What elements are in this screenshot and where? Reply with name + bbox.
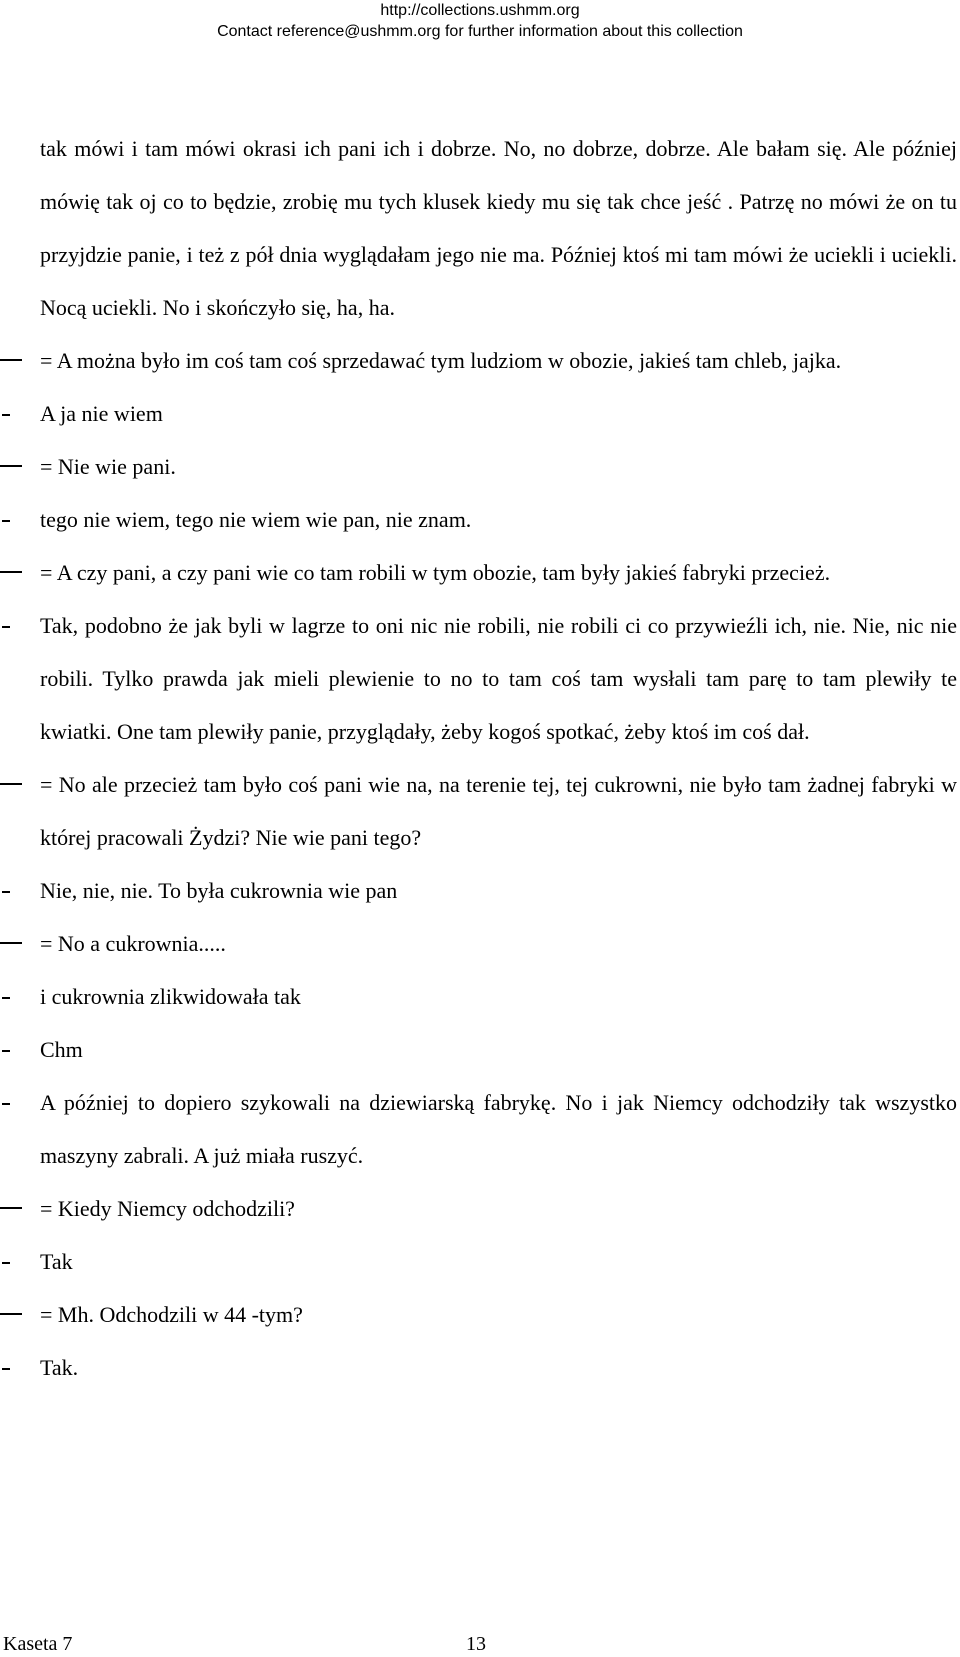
header-contact: Contact reference@ushmm.org for further information about this collection: [217, 23, 743, 40]
interviewer-question: [0, 917, 960, 970]
answer-text: tego nie wiem, tego nie wiem wie pan, nie znam.: [40, 507, 472, 532]
respondent-answer: [0, 1341, 960, 1394]
answer-text: A później to dopiero szykowali na dziewiarską fabrykę. No i jak Niemcy odchodziły tak wszystko maszyny zabrali. A już miała ruszyć.: [40, 1090, 957, 1168]
question-text: = No ale przecież tam było coś pani wie na, na terenie tej, tej cukrowni, nie było tam żadnej fabryki w której pracowali Żydzi? Nie wie pani tego?: [40, 772, 957, 850]
question-text: = Mh. Odchodzili w 44 -tym?: [40, 1302, 303, 1327]
answer-text: i cukrownia zlikwidowała tak: [40, 984, 301, 1009]
interviewer-question: [0, 334, 960, 387]
respondent-answer: [0, 387, 960, 440]
page-number: 13: [466, 1633, 486, 1655]
dash-marker: [0, 917, 34, 970]
answer-text: Tak: [40, 1249, 73, 1274]
question-text: = A można było im coś tam coś sprzedawać tym ludziom w obozie, jakieś tam chleb, jajka.: [40, 348, 842, 373]
hyphen-marker: [0, 1023, 34, 1076]
hyphen-marker: [0, 387, 34, 440]
dash-marker: [0, 1288, 34, 1341]
respondent-answer: [0, 864, 960, 917]
hyphen-marker: [0, 1235, 34, 1288]
interviewer-question: [0, 546, 960, 599]
dash-marker: [0, 1182, 34, 1235]
answer-text: Tak.: [40, 1355, 79, 1380]
answer-text: Nie, nie, nie. To była cukrownia wie pan: [40, 878, 398, 903]
interviewer-question: [0, 1182, 960, 1235]
tape-label: Kaseta 7: [3, 1633, 73, 1655]
question-text: = A czy pani, a czy pani wie co tam robili w tym obozie, tam były jakieś fabryki przecież.: [40, 560, 831, 585]
question-text: = Kiedy Niemcy odchodzili?: [40, 1196, 295, 1221]
interviewer-question: [0, 1288, 960, 1341]
hyphen-marker: [0, 970, 34, 1023]
answer-text: Tak, podobno że jak byli w lagrze to oni nic nie robili, nie robili ci co przywieźli ich, nie. Nie, nic nie robili. Tylko prawda jak mieli plewienie to no to tam coś tam wysłali tam parę to tam plewiły te kwiatki. One tam plewiły panie, przyglądały, żeby kogoś spotkać, żeby ktoś im coś dał.: [40, 613, 957, 744]
question-text: = No a cukrownia.....: [40, 931, 226, 956]
respondent-answer: [0, 1235, 960, 1288]
respondent-answer: [0, 1023, 960, 1076]
hyphen-marker: [0, 864, 34, 917]
respondent-answer: [0, 1076, 960, 1182]
respondent-answer: [0, 970, 960, 1023]
page-footer: [0, 1632, 960, 1657]
dash-marker: [0, 546, 34, 599]
transcript-body: [0, 122, 960, 1394]
hyphen-marker: [0, 599, 34, 652]
page-header: [0, 0, 960, 42]
answer-text: Chm: [40, 1037, 83, 1062]
header-url: http://collections.ushmm.org: [380, 2, 580, 19]
hyphen-marker: [0, 1341, 34, 1394]
dash-marker: [0, 440, 34, 493]
hyphen-marker: [0, 1076, 34, 1129]
interviewer-question: [0, 758, 960, 864]
hyphen-marker: [0, 493, 34, 546]
transcript-paragraph: [0, 122, 960, 334]
interviewer-question: [0, 440, 960, 493]
answer-text: A ja nie wiem: [40, 401, 163, 426]
dash-marker: [0, 758, 34, 811]
respondent-answer: [0, 599, 960, 758]
question-text: = Nie wie pani.: [40, 454, 176, 479]
dash-marker: [0, 334, 34, 387]
paragraph-text: tak mówi i tam mówi okrasi ich pani ich i dobrze. No, no dobrze, dobrze. Ale bałam się. Ale później mówię tak oj co to będzie, zrobię mu tych klusek kiedy mu się tak chce jeść . Patrzę no mówi że on tu przyjdzie panie, i też z pół dnia wyglądałam jego nie ma. Później ktoś mi tam mówi że uciekli i uciekli. Nocą uciekli. No i skończyło się, ha, ha.: [40, 136, 957, 320]
respondent-answer: [0, 493, 960, 546]
